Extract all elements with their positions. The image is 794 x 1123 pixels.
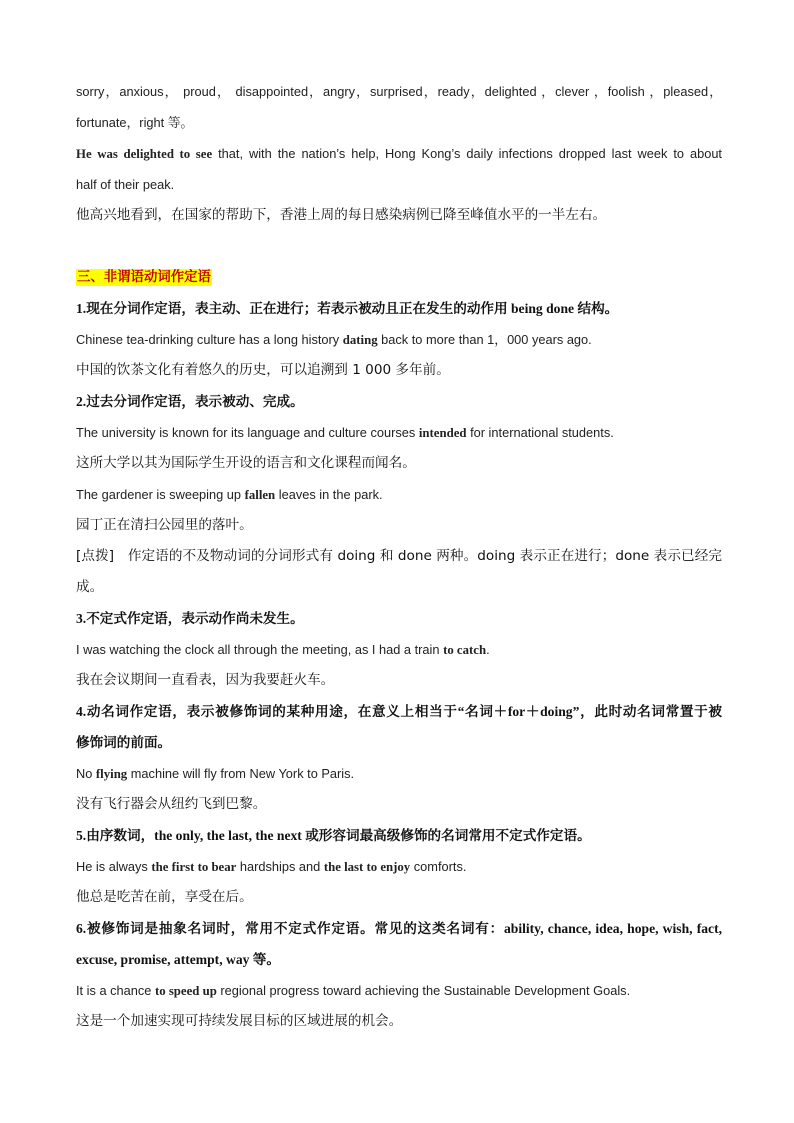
- rule-6-text: 6.被修饰词是抽象名词时，常用不定式作定语。常见的这类名词有：ability, chance, idea, hope, wish, fact,: [76, 921, 722, 936]
- section-heading-line: [76, 262, 722, 293]
- rule-5-example-text-3: comforts.: [410, 859, 467, 874]
- rule-2-text: 2.过去分词作定语，表示被动、完成。: [76, 394, 304, 409]
- spacer: [76, 231, 722, 262]
- rule-4-translation: [76, 789, 722, 820]
- example-translation-text: 他高兴地看到，在国家的帮助下，香港上周的每日感染病例已降至峰值水平的一半左右。: [76, 207, 607, 223]
- rule-3: [76, 603, 722, 634]
- example-translation: [76, 200, 722, 231]
- rule-6-translation: [76, 1006, 722, 1037]
- rule-4-example-text: No: [76, 766, 96, 781]
- rule-1-translation: [76, 355, 722, 386]
- example-sentence-text-2: half of their peak.: [76, 177, 175, 192]
- document-page: [76, 76, 722, 1037]
- adjective-list-text: sorry，anxious， proud， disappointed，angry，surprised，ready，delighted ，clever ，foolish ，pleased，: [76, 84, 722, 99]
- rule-2-example-1-text-2: for international students.: [466, 425, 614, 440]
- section-heading: 三、非谓语动词作定语: [77, 270, 211, 285]
- rule-5-translation: [76, 882, 722, 913]
- rule-6-example-text-2: regional progress toward achieving the Sustainable Development Goals.: [216, 983, 631, 998]
- rule-1-text: 1.现在分词作定语，表主动、正在进行；若表示被动且正在发生的动作用 being done 结构。: [76, 301, 619, 316]
- rule-2-translation-2: [76, 510, 722, 541]
- rule-3-example-text-2: .: [486, 642, 490, 657]
- rule-4-text: 4.动名词作定语，表示被修饰词的某种用途，在意义上相当于“名词＋for＋doing”，此时动名词常置于被: [76, 704, 722, 719]
- rule-4-example: [76, 758, 722, 789]
- rule-4-example-text-2: machine will fly from New York to Paris.: [127, 766, 355, 781]
- rule-5-example-bold-1: the first to bear: [151, 860, 237, 874]
- rule-5-example: [76, 851, 722, 882]
- rule-1-example-bold: dating: [342, 333, 378, 347]
- rule-3-example-bold: to catch: [443, 643, 487, 657]
- rule-5-example-text-2: hardships and: [236, 859, 324, 874]
- rule-6-translation-text: 这是一个加速实现可持续发展目标的区域进展的机会。: [76, 1013, 403, 1029]
- tip-note-text: [点拨] 作定语的不及物动词的分词形式有 doing 和 done 两种。doing 表示正在进行；done 表示已经完: [76, 548, 722, 564]
- tip-note-cont: [76, 572, 722, 603]
- rule-6-example-bold: to speed up: [154, 984, 217, 998]
- tip-note: [76, 541, 722, 572]
- rule-2-example-1-text: The university is known for its language and culture courses: [76, 425, 419, 440]
- rule-2-example-2-bold: fallen: [244, 488, 276, 502]
- rule-4-example-bold: flying: [95, 767, 128, 781]
- rule-3-translation-text: 我在会议期间一直看表，因为我要赶火车。: [76, 672, 335, 688]
- rule-1-example-text-2: back to more than 1，000 years ago.: [377, 332, 592, 347]
- rule-1-example: [76, 324, 722, 355]
- rule-3-example-text: I was watching the clock all through the meeting, as I had a train: [76, 642, 444, 657]
- rule-6-cont: [76, 944, 722, 975]
- example-sentence-cont: [76, 169, 722, 200]
- rule-3-example: [76, 634, 722, 665]
- rule-3-text: 3.不定式作定语，表示动作尚未发生。: [76, 611, 304, 626]
- rule-4-text-2: 修饰词的前面。: [76, 735, 172, 750]
- rule-2-translation-1-text: 这所大学以其为国际学生开设的语言和文化课程而闻名。: [76, 455, 416, 471]
- rule-4: [76, 696, 722, 727]
- rule-5-example-bold-2: the last to enjoy: [323, 860, 411, 874]
- rule-6: [76, 913, 722, 944]
- rule-5-text: 5.由序数词，the only, the last, the next 或形容词最高级修饰的名词常用不定式作定语。: [76, 828, 591, 843]
- rule-2-example-2: [76, 479, 722, 510]
- tip-note-text-2: 成。: [76, 579, 104, 595]
- rule-2-example-1: [76, 417, 722, 448]
- rule-6-example-text: It is a chance: [76, 983, 155, 998]
- rule-5-example-text: He is always: [76, 859, 152, 874]
- example-sentence-text: that, with the nation’s help, Hong Kong’s daily infections dropped last week to about: [212, 146, 722, 161]
- rule-5-translation-text: 他总是吃苦在前，享受在后。: [76, 889, 253, 905]
- rule-2-translation-1: [76, 448, 722, 479]
- rule-4-translation-text: 没有飞行器会从纽约飞到巴黎。: [76, 796, 267, 812]
- rule-2: [76, 386, 722, 417]
- rule-1-example-text: Chinese tea-drinking culture has a long history: [76, 332, 343, 347]
- rule-1: [76, 293, 722, 324]
- rule-2-example-2-text: The gardener is sweeping up: [76, 487, 245, 502]
- example-sentence: [76, 138, 722, 169]
- rule-3-translation: [76, 665, 722, 696]
- example-bold-phrase: He was delighted to see: [76, 147, 213, 161]
- rule-6-example: [76, 975, 722, 1006]
- adjective-list-line-2: [76, 107, 722, 138]
- adjective-list-line: [76, 76, 722, 107]
- rule-2-example-2-text-2: leaves in the park.: [275, 487, 383, 502]
- rule-1-translation-text: 中国的饮茶文化有着悠久的历史，可以追溯到 1 000 多年前。: [76, 362, 450, 378]
- adjective-list-text-2: fortunate，right 等。: [76, 115, 194, 130]
- rule-5: [76, 820, 722, 851]
- rule-6-text-2: excuse, promise, attempt, way 等。: [76, 952, 280, 967]
- rule-2-translation-2-text: 园丁正在清扫公园里的落叶。: [76, 517, 253, 533]
- rule-4-cont: [76, 727, 722, 758]
- rule-2-example-1-bold: intended: [418, 426, 467, 440]
